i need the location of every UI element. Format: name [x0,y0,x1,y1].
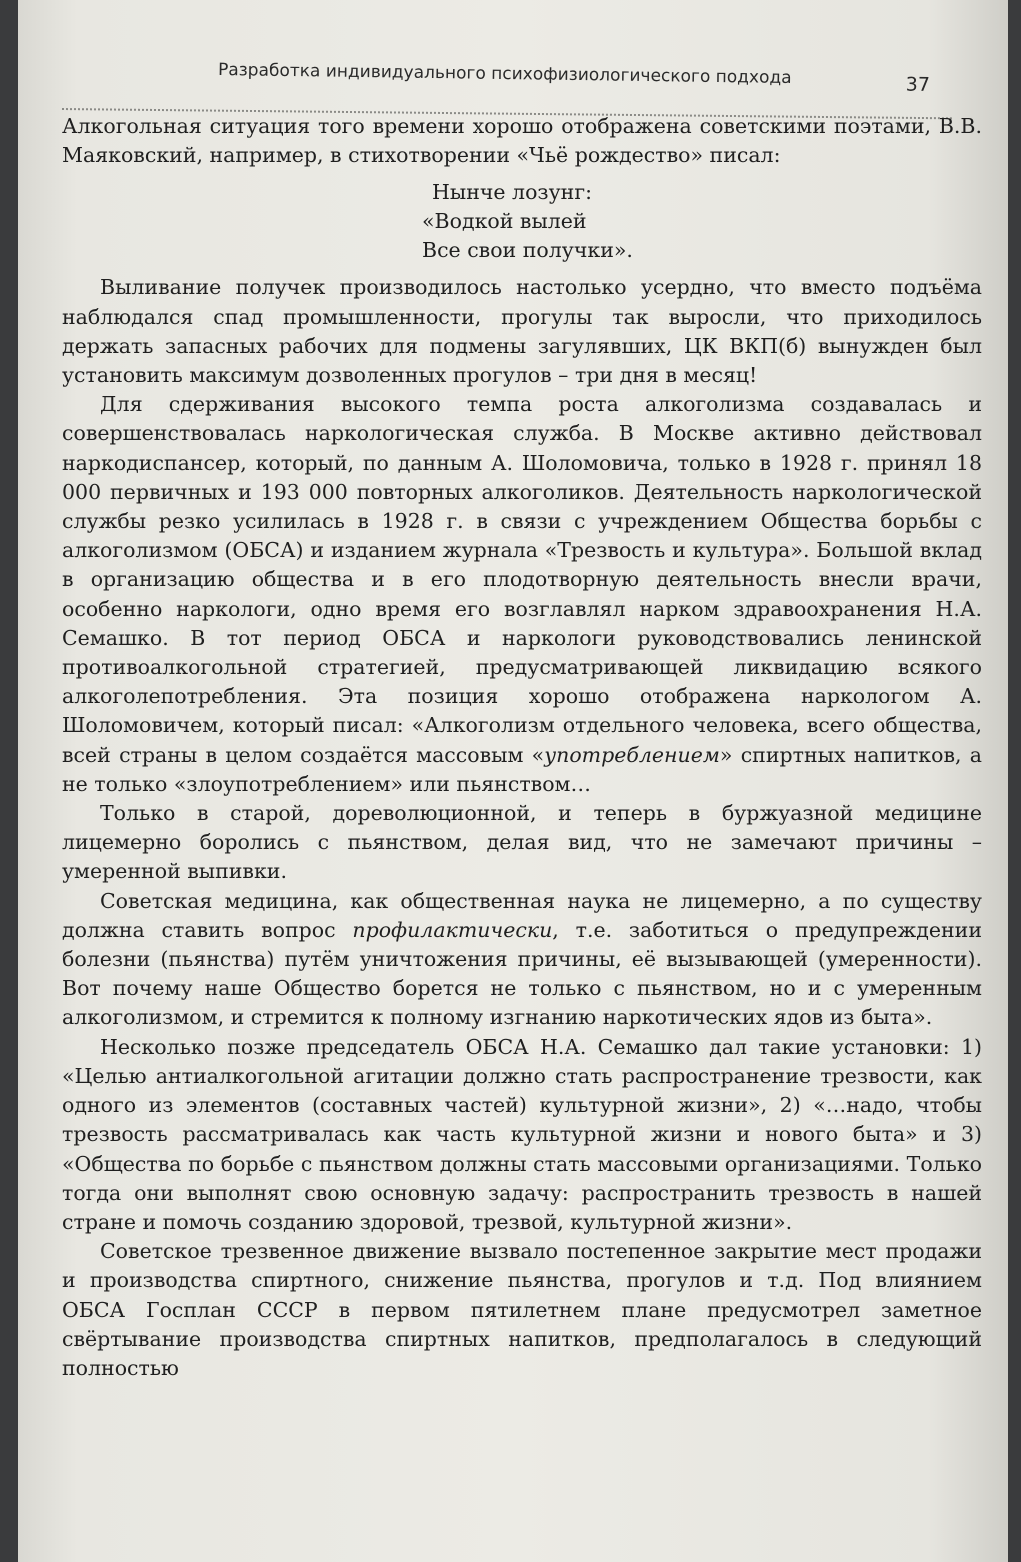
emphasis-text: употреблением [544,742,720,767]
paragraph: Только в старой, дореволюционной, и теперь в буржуазной медицине лицемерно боролись с пьянством, делая вид, что не замечают причины – умеренной выпивки. [62,801,982,884]
body-text [62,112,982,1383]
paragraph-text: Для сдерживания высокого темпа роста алкоголизма создавалась и совершенствовалась наркологическая служба. В Москве активно действовал наркодиспансер, который, по данным А. Шоломовича, только в 1928 г. принял 18 000 первичных и 193 000 повторных алкоголиков. Деятельность наркологической службы резко усилилась в 1928 г. в связи с учреждением Общества борьбы с алкоголизмом (ОБСА) и изданием журнала «Трезвость и культура». Большой вклад в организацию общества и в его плодотворную деятельность внесли врачи, особенно наркологи, одно время его возглавлял нарком здравоохранения Н.А. Семашко. В тот период ОБСА и наркологи руководствовались ленинской противоалкогольной стратегией, предусматривающей ликвидацию всякого алкоголепотребления. Эта позиция хорошо отображена наркологом А. Шоломовичем, который писал: «Алкоголизм отдельного человека, всего общества, всей страны в целом создаётся массовым « [62,392,982,767]
paragraph: Выливание получек производилось настолько усердно, что вместо подъёма наблюдался спад промышленности, прогулы так выросли, что приходилось держать запасных рабочих для подмены загулявших, ЦК ВКП(б) вынужден был установить максимум дозволенных прогулов – три дня в месяц! [62,275,982,388]
paragraph [62,390,982,799]
running-title: Разработка индивидуального психофизиологического подхода [217,60,792,89]
poem-line: Все свои получки». [422,238,633,263]
paragraph: Несколько позже председатель ОБСА Н.А. Семашко дал такие установки: 1) «Целью антиалкогольной агитации должно стать распространение трезвости, как одного из элементов (составных частей) культурной жизни», 2) «…надо, чтобы трезвость рассматривалась как часть культурной жизни и нового быта» и 3) «Общества по борьбе с пьянством должны стать массовыми организациями. Только тогда они выполнят свою основную задачу: распространить трезвость в нашей стране и помочь созданию здоровой, трезвой, культурной жизни». [62,1034,982,1234]
poem-line: «Водкой вылей [422,209,587,234]
paragraph-intro: Алкогольная ситуация того времени хорошо отображена советскими поэтами, В.В. Маяковский, например, в стихотворении «Чьё рождество» писал: [62,114,982,168]
book-page [18,0,1008,1562]
poem-line: Нынче лозунг: [432,180,592,205]
page-number: 37 [905,73,931,96]
page-header [218,58,938,98]
emphasis-text: профилактически [352,917,553,942]
paragraph: Советское трезвенное движение вызвало постепенное закрытие мест продажи и производства спиртного, снижение пьянства, прогулов и т.д. Под влиянием ОБСА Госплан СССР в первом пятилетнем плане предусмотрел заметное свёртывание производства спиртных напитков, предполагалось в следующий полностью [62,1239,982,1380]
paragraph-text: » спиртных напитков, а не только «злоупотреблением» или пьянством… [62,742,983,796]
paragraph-text: , т.е. заботиться о предупреждении болезни (пьянства) путём уничтожения причины, её вызывающей (умеренности). Вот почему наше Общество борется не только с пьянством, но и с умеренным алкоголизмом, и стремится к полному изгнанию наркотических ядов из быта». [62,917,982,1030]
paragraph-text: Советская медицина, как общественная наука не лицемерно, а по существу должна ставить вопрос [62,888,982,942]
poem-quote [62,178,982,265]
paragraph [62,887,982,1033]
